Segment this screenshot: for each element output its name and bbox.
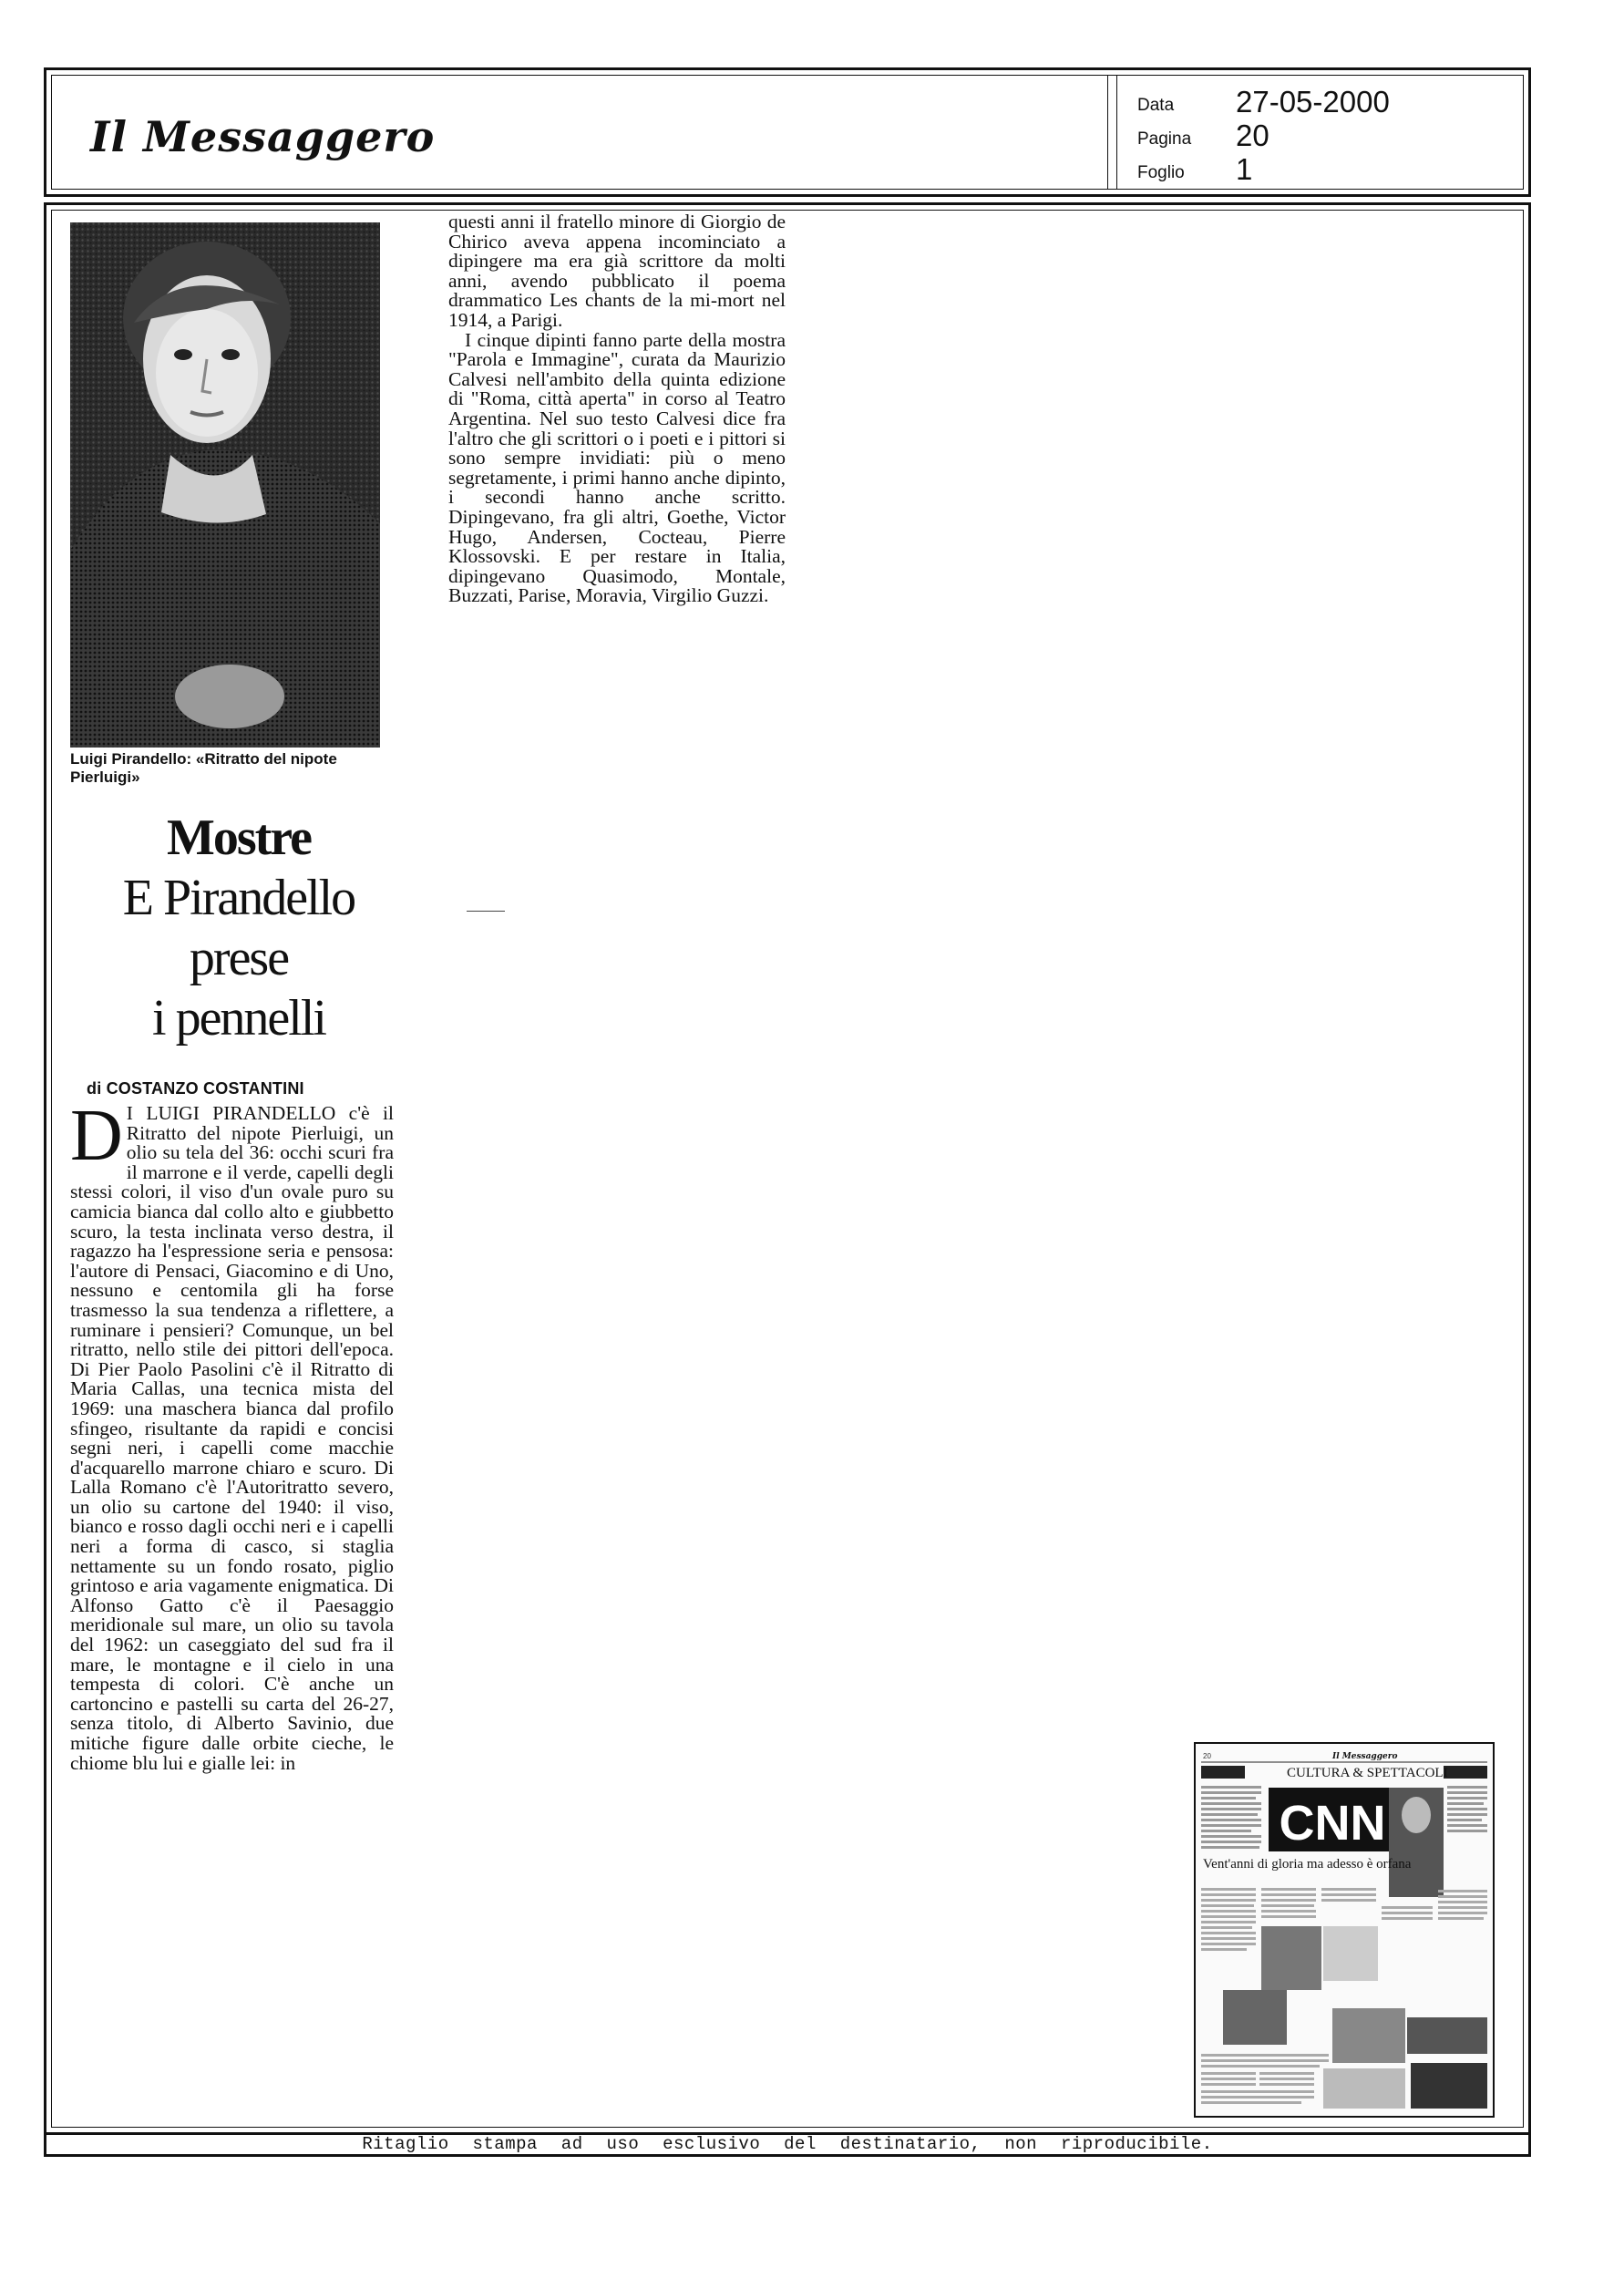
article-headline — [70, 808, 407, 1048]
portrait-photo — [70, 222, 380, 748]
headline-line: i pennelli — [152, 990, 325, 1047]
masthead-cell — [52, 76, 1108, 189]
page-thumbnail — [1194, 1742, 1495, 2118]
sheet-label: Foglio — [1137, 163, 1185, 182]
thumb-logo: CNN — [1279, 1796, 1386, 1851]
article-box — [44, 202, 1531, 2135]
end-rule — [467, 911, 505, 912]
sheet-value: 1 — [1236, 152, 1253, 186]
date-value: 27-05-2000 — [1236, 85, 1390, 119]
headline-line: prese — [189, 930, 289, 986]
page-value: 20 — [1236, 119, 1269, 152]
article-column-1 — [70, 1104, 394, 2140]
column-1-text: I LUIGI PIRANDELLO c'è il Ritratto del nipote Pierluigi, un olio su tela del 36: occhi scuri fra il marrone e il verde, capelli degli stessi colori, il viso d'un ovale puro su camicia bianca dal collo alto e giubbetto scuro, la testa inclinata verso destra, il ragazzo ha l'espressione seria e pensosa: l'autore di Pensaci, Giacomino e di Uno, nessuno e centomila gli ha forse trasmesso la sua tendenza a riflettere, a ruminare i pensieri? Comunque, un bel ritratto, nello stile dei pittori dell'epoca. Di Pier Paolo Pasolini c'è il Ritratto di Maria Callas, una tecnica mista del 1969: una maschera bianca dal profilo sfingeo, risultante da rapidi e concisi segni neri, i capelli come macchie d'acquarello marrone chiaro e scuro. Di Lalla Romano c'è l'Autoritratto severo, un olio su cartone del 1940: il viso, bianco e rosso dagli occhi neri e i capelli neri a forma di casco, si staglia nettamente su un fondo rosato, piglio grintoso e aria vagamente enigmatica. Di Alfonso Gatto c'è il Paesaggio meridionale sul mare, un olio su tavola del 1962: un caseggiato del sud fra il mare, le montagne e il cielo in una tempesta di colori. C'è anche un cartoncino e pastelli su carta del 26-27, senza titolo, di Alberto Savinio, due mitiche figure dalle orbite cieche, le chiome blu lui e gialle lei: in — [70, 1104, 394, 1774]
page-row — [1117, 119, 1523, 151]
footer-box — [44, 2133, 1531, 2157]
headline-kicker: Mostre — [167, 810, 311, 866]
clipping-meta — [1116, 76, 1523, 189]
sheet-row — [1117, 152, 1523, 185]
thumbnail-image — [1196, 1744, 1493, 2116]
page-label: Pagina — [1137, 129, 1192, 149]
article-column-2 — [448, 212, 786, 606]
byline: di COSTANZO COSTANTINI — [87, 1079, 304, 1098]
photo-caption: Luigi Pirandello: «Ritratto del nipote Pierluigi» — [70, 750, 337, 786]
newspaper-masthead: Il Messaggero — [90, 112, 436, 161]
header-inner — [51, 75, 1524, 190]
footer-disclaimer: Ritaglio stampa ad uso esclusivo del destinatario, non riproducibile. — [362, 2134, 1213, 2154]
headline-line: E Pirandello — [122, 870, 355, 926]
column-2-paragraph: questi anni il fratello minore di Giorgio de Chirico aveva appena incominciato a dipingere ma era già scrittore da molti anni, avendo pubblicato il poema drammatico Les chants de la mi-mort nel 1914, a Parigi. — [448, 211, 786, 331]
thumb-headline: Vent'anni di gloria ma adesso è orfana — [1203, 1857, 1412, 1872]
header-box — [44, 67, 1531, 197]
drop-cap: D — [70, 1104, 123, 1176]
column-2-paragraph: I cinque dipinti fanno parte della mostra "Parola e Immagine", curata da Maurizio Calvesi nell'ambito della quinta edizione di "Roma, città aperta" in corso al Teatro Argentina. Nel suo testo Calvesi dice fra l'altro che gli scrittori o i poeti e i pittori si sono sempre invidiati: più o meno segretamente, i primi hanno anche dipinto, i secondi hanno anche scritto. Dipingevano, fra gli altri, Goethe, Victor Hugo, Andersen, Cocteau, Pierre Klossovski. E per restare in Italia, dipingevano Quasimodo, Montale, Buzzati, Parise, Moravia, Virgilio Guzzi. — [448, 328, 786, 607]
thumb-page-number: 20 — [1203, 1752, 1211, 1760]
date-row — [1117, 85, 1523, 118]
article-inner — [51, 210, 1524, 2128]
thumb-masthead: Il Messaggero — [1332, 1752, 1398, 1761]
thumb-section: CULTURA & SPETTACOLI — [1287, 1766, 1448, 1780]
portrait-image — [70, 222, 380, 748]
date-label: Data — [1137, 96, 1175, 115]
